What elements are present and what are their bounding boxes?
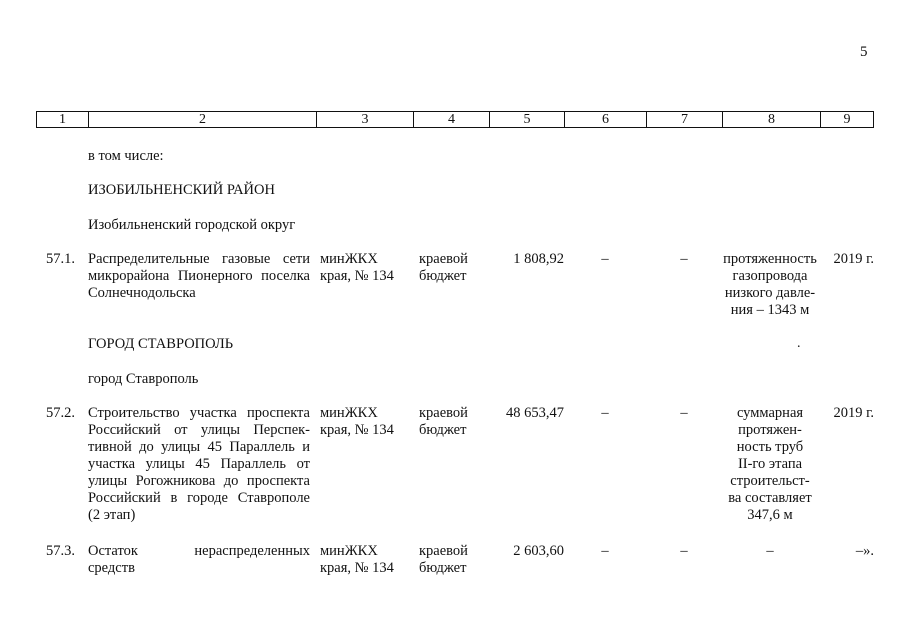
row-number: 57.3. xyxy=(46,543,75,559)
col7-value: – xyxy=(680,405,688,421)
header-col-6: 6 xyxy=(565,112,647,127)
table-header xyxy=(36,111,874,128)
including-label: в том числе: xyxy=(88,148,164,164)
district-heading-izobilny: ИЗОБИЛЬНЕНСКИЙ РАЙОН xyxy=(88,182,275,198)
customer: минЖКХ края, № 134 xyxy=(320,405,394,438)
row-number: 57.2. xyxy=(46,405,75,421)
customer: минЖКХ края, № 134 xyxy=(320,543,394,576)
header-col-1: 1 xyxy=(37,112,89,127)
subdistrict-heading-izobilny: Изобильненский городской округ xyxy=(88,217,296,233)
amount: 1 808,92 xyxy=(513,251,564,267)
result-description: протяженность газопровода низкого давле- ния – 1343 м xyxy=(723,251,817,318)
district-heading-stavropol: ГОРОД СТАВРОПОЛЬ xyxy=(88,336,234,352)
year: 2019 г. xyxy=(833,251,874,267)
year: 2019 г. xyxy=(833,405,874,421)
result-description: – xyxy=(766,543,774,559)
amount: 48 653,47 xyxy=(506,405,564,421)
header-col-4: 4 xyxy=(414,112,490,127)
col6-value: – xyxy=(601,405,609,421)
col6-value: – xyxy=(601,543,609,559)
header-col-8: 8 xyxy=(723,112,821,127)
object-name: Распределительные газовые сети микрорайона Пионерного поселка Солнечнодольска xyxy=(88,251,310,301)
col7-value: – xyxy=(680,251,688,267)
year: –». xyxy=(855,543,874,559)
header-col-3: 3 xyxy=(317,112,414,127)
row-number: 57.1. xyxy=(46,251,75,267)
funding-source: краевой бюджет xyxy=(419,543,468,576)
page-number: 5 xyxy=(860,44,868,60)
col6-value: – xyxy=(601,251,609,267)
col7-value: – xyxy=(680,543,688,559)
header-col-9: 9 xyxy=(843,112,851,127)
funding-source: краевой бюджет xyxy=(419,251,468,284)
funding-source: краевой бюджет xyxy=(419,405,468,438)
stray-dot: . xyxy=(797,336,801,351)
amount: 2 603,60 xyxy=(513,543,564,559)
object-name: Остаток нераспределенных средств xyxy=(88,543,310,576)
object-name: Строительство участка проспекта Российский от улицы Перспек- тивной до улицы 45 Параллель и участка улицы 45 Параллель от улицы Рогожникова до проспекта Российский в городе Ставрополе (2 этап) xyxy=(88,405,310,523)
subdistrict-heading-stavropol: город Ставрополь xyxy=(88,371,199,387)
header-col-7: 7 xyxy=(647,112,723,127)
header-col-5: 5 xyxy=(490,112,565,127)
header-col-2: 2 xyxy=(89,112,317,127)
customer: минЖКХ края, № 134 xyxy=(320,251,394,284)
result-description: суммарная протяжен- ность труб II-го этапа строительст- ва составляет 347,6 м xyxy=(728,405,812,523)
